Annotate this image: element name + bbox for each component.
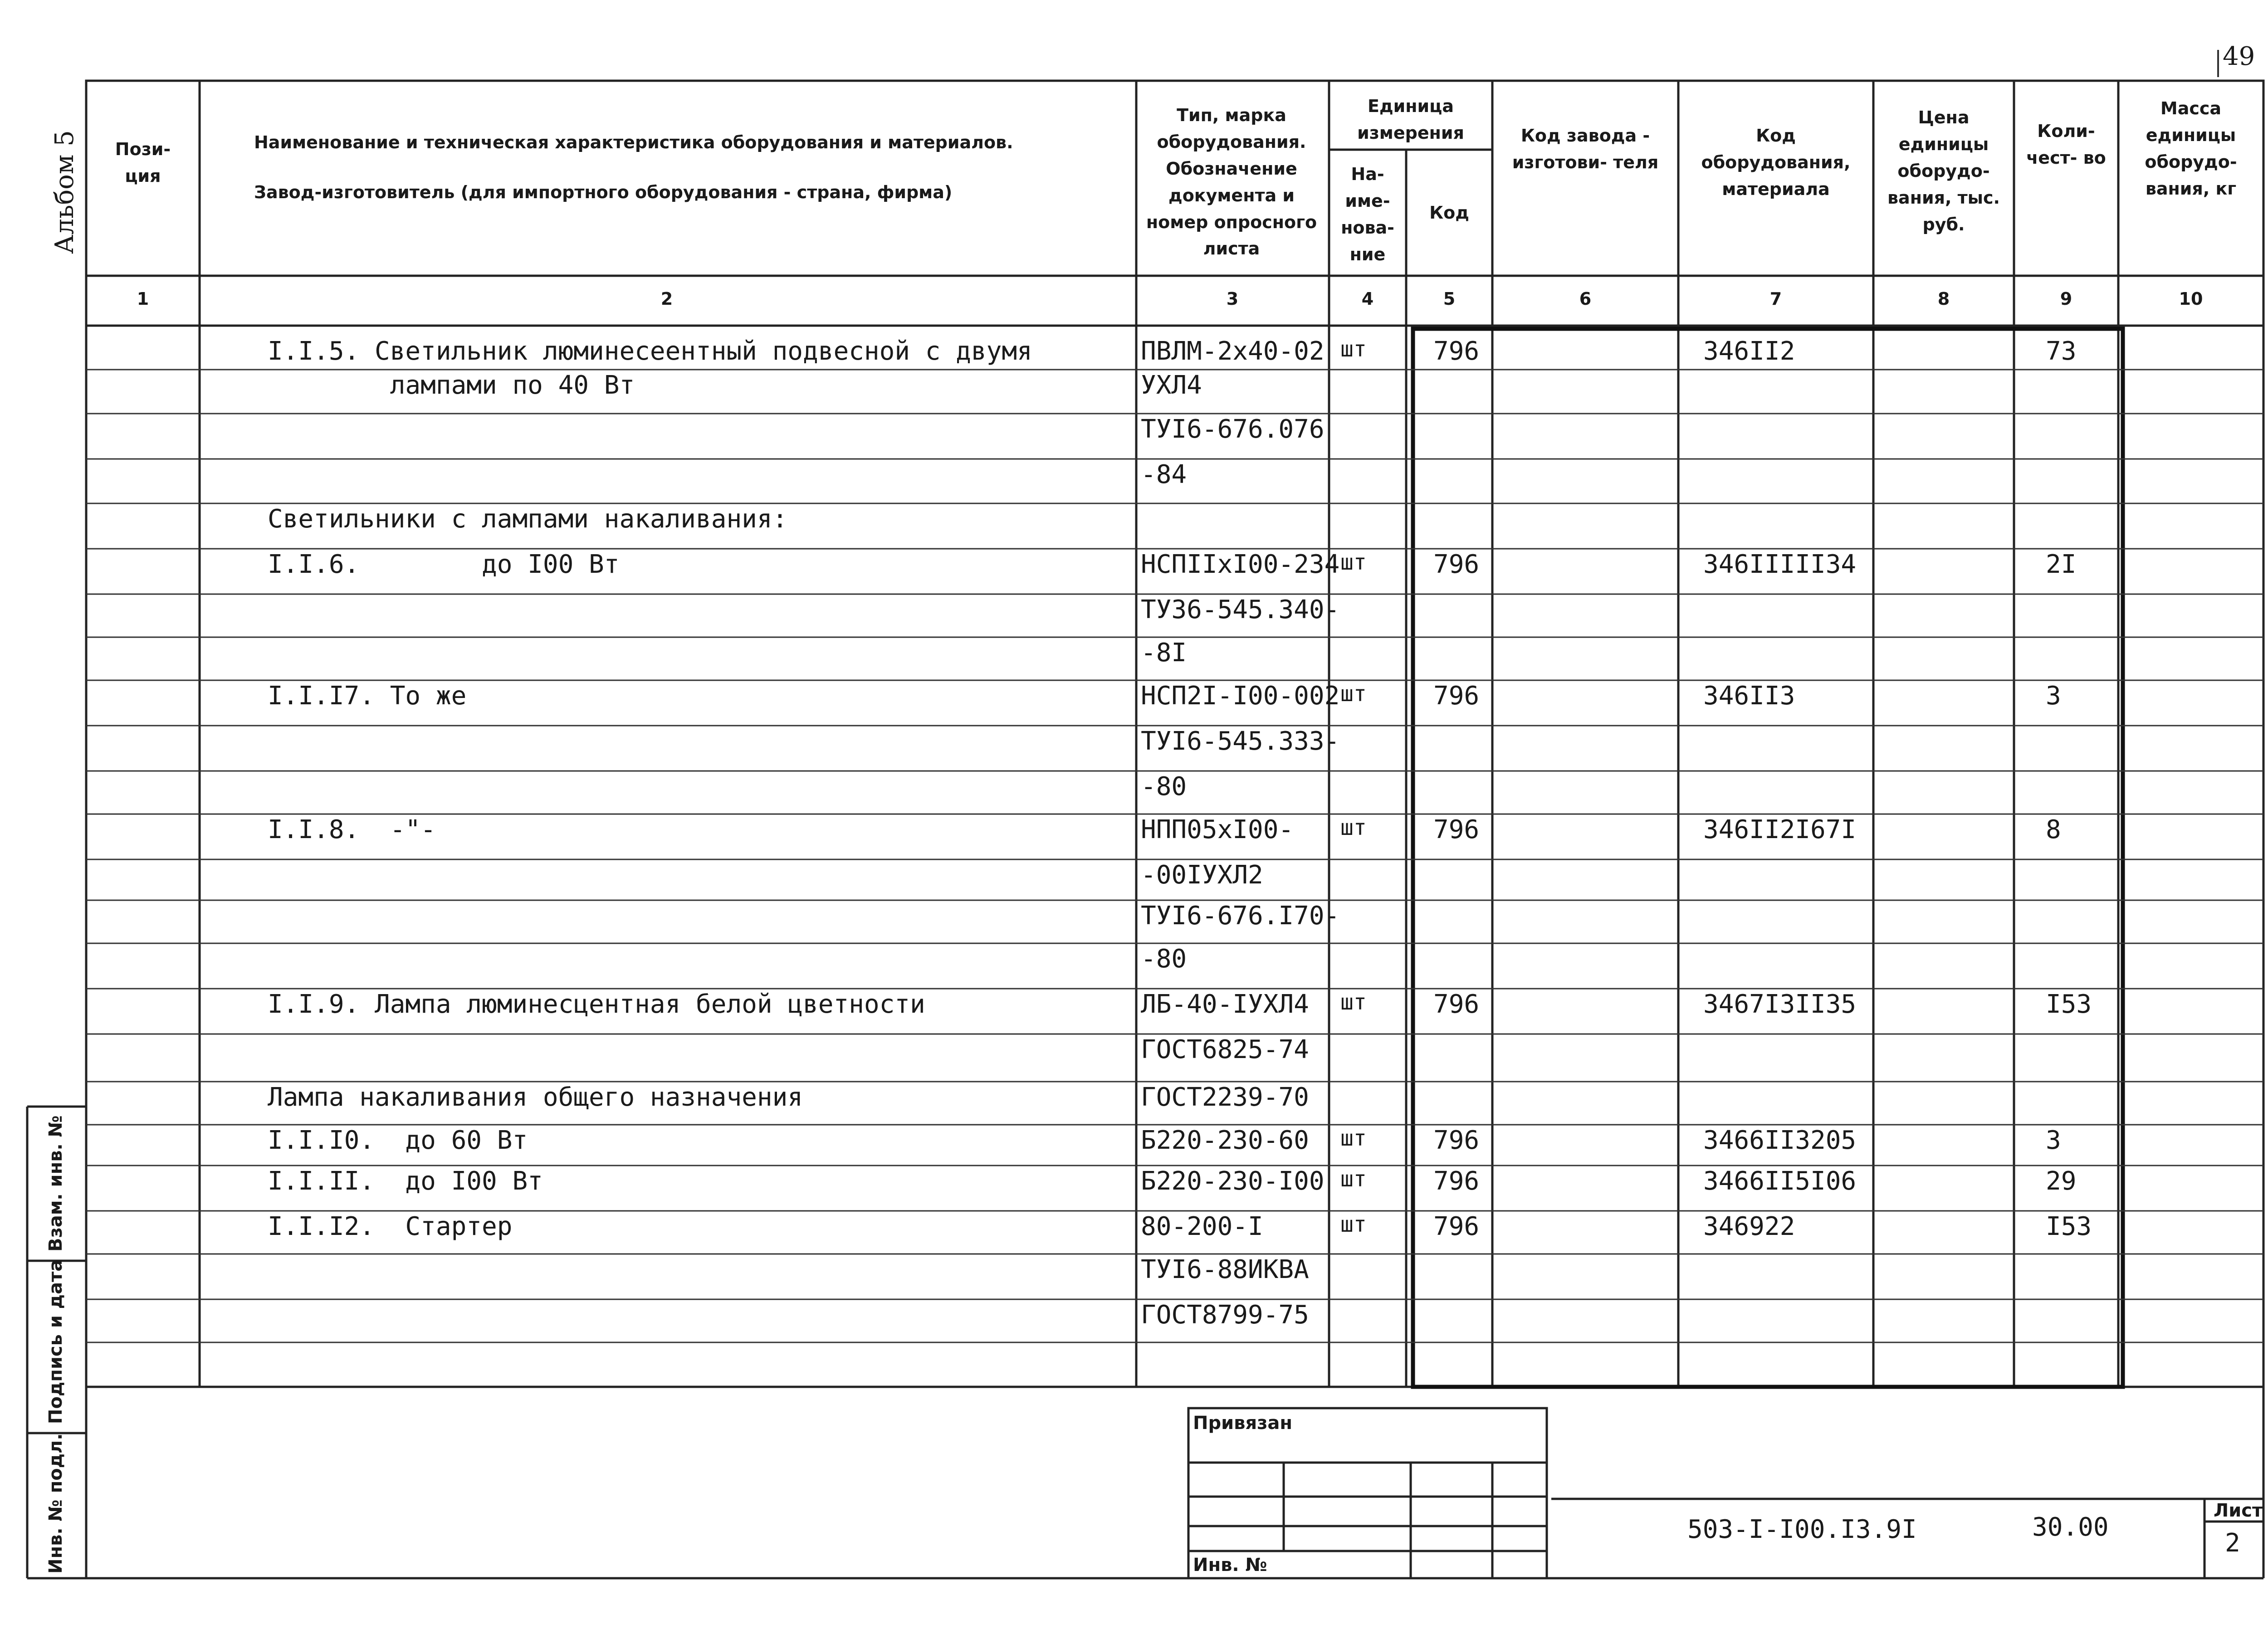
stamp-privyazan: Привязан	[1193, 1413, 1293, 1434]
row-unit: шт	[1340, 1126, 1367, 1151]
row-type: -80	[1141, 772, 1187, 801]
row-name: I.I.9. Лампа люминесцентная белой цветности	[268, 990, 925, 1019]
row-type: Б220-230-I00	[1141, 1166, 1325, 1196]
row-quantity: I53	[2046, 990, 2092, 1019]
row-name: I.I.8. -"-	[268, 815, 436, 844]
sheet-label: Лист	[2214, 1500, 2263, 1521]
row-unit: шт	[1340, 1166, 1367, 1192]
row-type: ТУ36-545.340-	[1141, 595, 1340, 624]
row-type: ТУI6-88ИКВА	[1141, 1255, 1309, 1284]
row-type: ГОСТ6825-74	[1141, 1035, 1309, 1064]
row-equipment-code: 346IIIII34	[1703, 550, 1857, 579]
row-quantity: I53	[2046, 1212, 2092, 1241]
header-type: Тип, марка оборудования. Обозначение документа и номер опросного листа	[1146, 105, 1317, 259]
col-number-4: 4	[1361, 289, 1374, 309]
row-name: I.I.I7. То же	[268, 681, 467, 711]
header-factory-code: Код завода - изготови- теля	[1512, 126, 1659, 172]
col-number-6: 6	[1579, 289, 1592, 309]
document-code: 503-I-I00.I3.9I	[1687, 1515, 1917, 1544]
row-type: 80-200-I	[1141, 1212, 1263, 1241]
header-unit-name: На- име- нова- ние	[1341, 164, 1394, 264]
row-unit: шт	[1340, 990, 1367, 1015]
row-equipment-code: 346II2	[1703, 337, 1795, 366]
row-equipment-code: 346922	[1703, 1212, 1795, 1241]
row-quantity: 8	[2046, 815, 2061, 844]
row-type: -80	[1141, 944, 1187, 974]
stamp-inv-no: Инв. №	[1193, 1555, 1267, 1575]
row-unit-code: 796	[1433, 1126, 1480, 1155]
header-unit: Единица измерения	[1357, 96, 1464, 143]
row-type: ТУI6-676.076	[1141, 415, 1325, 444]
col-number-1: 1	[137, 289, 149, 309]
col-number-3: 3	[1226, 289, 1239, 309]
row-name: I.I.I0. до 60 Вт	[268, 1126, 528, 1155]
row-unit-code: 796	[1433, 337, 1480, 366]
col-number-8: 8	[1937, 289, 1950, 309]
header-price: Цена единицы оборудо- вания, тыс. руб.	[1887, 107, 2000, 234]
row-unit: шт	[1340, 550, 1367, 575]
row-quantity: 73	[2046, 337, 2077, 366]
row-unit-code: 796	[1433, 1212, 1480, 1241]
col-number-10: 10	[2179, 289, 2203, 309]
page-number: 49	[2223, 42, 2255, 71]
header-unit-code: Код	[1429, 203, 1469, 223]
row-name: лампами по 40 Вт	[268, 371, 635, 400]
row-quantity: 29	[2046, 1166, 2077, 1196]
row-type: -8I	[1141, 638, 1187, 668]
row-name: I.I.5. Светильник люминесеентный подвесной с двумя	[268, 337, 1032, 366]
side-label-vzam-inv: Взам. инв. №	[45, 1115, 66, 1252]
row-equipment-code: 346II3	[1703, 681, 1795, 711]
row-name: Светильники с лампами накаливания:	[268, 504, 788, 534]
album-label: Альбом 5	[50, 130, 79, 254]
row-equipment-code: 346II2I67I	[1703, 815, 1857, 844]
row-type: ТУI6-676.I70-	[1141, 901, 1340, 931]
row-unit-code: 796	[1433, 550, 1480, 579]
header-quantity: Коли- чест- во	[2026, 121, 2106, 168]
col-number-7: 7	[1769, 289, 1782, 309]
row-unit: шт	[1340, 337, 1367, 362]
row-type: -84	[1141, 460, 1187, 489]
header-position: Пози- ция	[115, 139, 171, 186]
row-type: ГОСТ2239-70	[1141, 1083, 1309, 1112]
row-quantity: 3	[2046, 681, 2061, 711]
row-type: ЛБ-40-IУХЛ4	[1141, 990, 1309, 1019]
row-type: ТУI6-545.333-	[1141, 727, 1340, 756]
row-type: НСПIIхI00-234	[1141, 550, 1340, 579]
side-label-inv-podl: Инв. № подл.	[45, 1433, 66, 1574]
col-number-9: 9	[2060, 289, 2072, 309]
row-quantity: 3	[2046, 1126, 2061, 1155]
row-unit: шт	[1340, 1212, 1367, 1237]
row-type: ГОСТ8799-75	[1141, 1300, 1309, 1330]
row-unit-code: 796	[1433, 815, 1480, 844]
row-equipment-code: 3467I3II35	[1703, 990, 1857, 1019]
row-type: ПВЛМ-2х40-02	[1141, 337, 1325, 366]
row-name: Лампа накаливания общего назначения	[268, 1083, 803, 1112]
header-name-line1: Наименование и техническая характеристика оборудования и материалов.	[254, 132, 1013, 152]
row-unit-code: 796	[1433, 681, 1480, 711]
row-name: I.I.6. до I00 Вт	[268, 550, 620, 579]
row-equipment-code: 3466II3205	[1703, 1126, 1857, 1155]
row-type: УХЛ4	[1141, 371, 1202, 400]
row-type: Б220-230-60	[1141, 1126, 1309, 1155]
col-number-5: 5	[1443, 289, 1456, 309]
row-unit-code: 796	[1433, 1166, 1480, 1196]
header-mass: Масса единицы оборудо- вания, кг	[2145, 98, 2237, 199]
header-name-line2: Завод-изготовитель (для импортного оборудования - страна, фирма)	[254, 182, 953, 202]
row-name: I.I.II. до I00 Вт	[268, 1166, 543, 1196]
sheet-number: 2	[2225, 1528, 2240, 1558]
row-type: НПП05хI00-	[1141, 815, 1294, 844]
row-type: -00IУХЛ2	[1141, 860, 1263, 890]
row-unit: шт	[1340, 681, 1367, 707]
row-unit-code: 796	[1433, 990, 1480, 1019]
side-label-podpis: Подпись и дата	[45, 1259, 66, 1424]
row-name: I.I.I2. Стартер	[268, 1212, 513, 1241]
row-type: НСП2I-I00-002	[1141, 681, 1340, 711]
document-extra: 30.00	[2032, 1512, 2109, 1542]
row-quantity: 2I	[2046, 550, 2077, 579]
row-equipment-code: 3466II5I06	[1703, 1166, 1857, 1196]
header-equipment-code: Код оборудования, материала	[1701, 126, 1851, 199]
col-number-2: 2	[660, 289, 673, 309]
row-unit: шт	[1340, 815, 1367, 840]
